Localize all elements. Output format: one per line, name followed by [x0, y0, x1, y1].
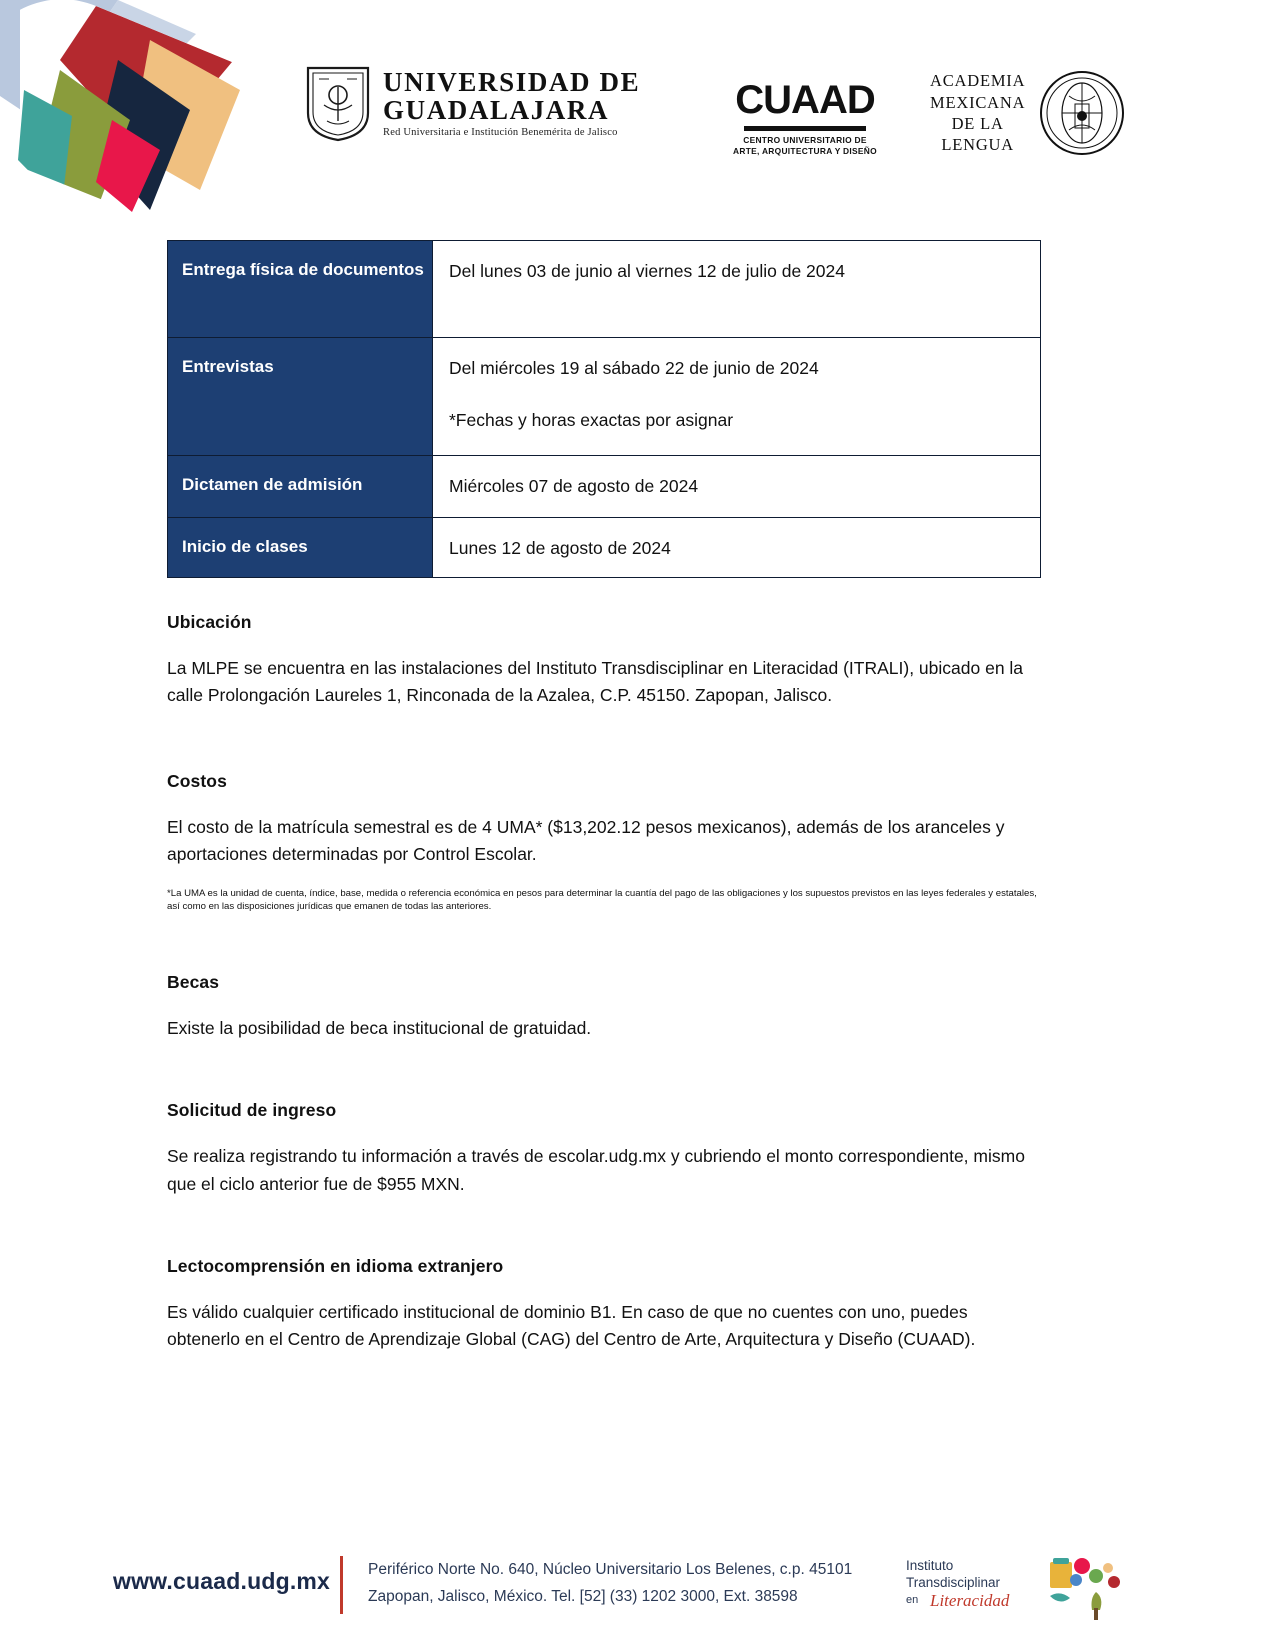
section-heading-ubicacion: Ubicación	[167, 612, 252, 632]
table-row	[168, 338, 1041, 456]
table-row	[168, 518, 1041, 578]
academia-line2: MEXICANA	[930, 92, 1026, 112]
spacer	[167, 1042, 1047, 1100]
page-footer	[0, 1540, 1275, 1650]
spacer	[167, 914, 1047, 972]
cuaad-divider-bar	[744, 126, 866, 131]
table-row-value-text: Lunes 12 de agosto de 2024	[449, 538, 671, 558]
section-heading-costos: Costos	[167, 771, 227, 792]
udg-line2: GUADALAJARA	[383, 94, 610, 125]
udg-line1: UNIVERSIDAD DE	[383, 67, 641, 98]
section-body-solicitud: Se realiza registrando tu información a través de escolar.udg.mx y cubriendo el monto correspondiente, mismo que el ciclo anterior fue de $955 MXN.	[167, 1146, 1025, 1194]
academia-line4: LENGUA	[941, 135, 1014, 155]
udg-tagline: Red Universitaria e Institución Benemérita de Jalisco	[383, 127, 618, 139]
section-ubicacion	[167, 612, 1047, 709]
cuaad-sub-line2: ARTE, ARQUITECTURA Y DISEÑO	[733, 146, 877, 157]
section-heading-solicitud: Solicitud de ingreso	[167, 1100, 337, 1121]
spacer	[167, 1198, 1047, 1256]
academia-seal-icon	[1039, 70, 1125, 156]
academia-mexicana-logo	[930, 70, 1125, 156]
section-footnote-uma: *La UMA es la unidad de cuenta, índice, base, medida o referencia económica en pesos para determinar la cuantía del pago de las obligaciones y los supuestos previstos en las leyes federales y estatales, así como en las disposiciones jurídicas que emanen de todas las anteriores.	[167, 887, 1037, 913]
udg-shield-icon	[305, 65, 371, 143]
footer-website-url[interactable]: www.cuaad.udg.mx	[113, 1568, 331, 1594]
footer-divider	[340, 1556, 343, 1614]
section-body-becas: Existe la posibilidad de beca institucional de gratuidad.	[167, 1018, 592, 1039]
section-heading-becas: Becas	[167, 972, 220, 993]
table-row-value-text: Miércoles 07 de agosto de 2024	[449, 476, 699, 496]
svg-text:Instituto: Instituto	[906, 1558, 954, 1573]
academia-line3: DE LA	[951, 114, 1004, 133]
section-costos	[167, 771, 1047, 914]
udg-logo	[305, 65, 640, 143]
cuaad-logo	[715, 78, 895, 158]
cuaad-wordmark: CUAAD	[735, 78, 875, 122]
table-row	[168, 456, 1041, 518]
table-row-value-text: Del miércoles 19 al sábado 22 de junio de 2024	[449, 358, 819, 378]
section-body-ubicacion: La MLPE se encuentra en las instalaciones del Instituto Transdisciplinar en Literacidad (ITRALI), ubicado en la calle Prolongación Laureles 1, Rinconada de la Azalea, C.P. 45150. Zapopan, Jalisco.	[167, 658, 1024, 706]
section-solicitud-de-ingreso	[167, 1100, 1047, 1197]
table-row-label: Entrevistas	[168, 338, 433, 456]
table-row-label: Dictamen de admisión	[168, 456, 433, 518]
table-row-value	[433, 241, 1041, 338]
table-row-value	[433, 338, 1041, 456]
admission-schedule-table	[167, 240, 1041, 578]
table-row-label: Entrega física de documentos	[168, 241, 433, 338]
footer-address-line1: Periférico Norte No. 640, Núcleo Universitario Los Belenes, c.p. 45101	[368, 1561, 853, 1578]
section-body-lectocomprension: Es válido cualquier certificado institucional de dominio B1. En caso de que no cuentes con uno, puedes obtenerlo en el Centro de Aprendizaje Global (CAG) del Centro de Arte, Arquitectura y Diseño (CUAAD).	[167, 1301, 976, 1349]
academia-line1: ACADEMIA	[930, 71, 1026, 91]
itrali-logo	[900, 1548, 1140, 1628]
svg-text:Literacidad: Literacidad	[930, 1591, 1010, 1610]
table-row-value-text: Del lunes 03 de junio al viernes 12 de julio de 2024	[449, 261, 845, 281]
table-row-value	[433, 518, 1041, 578]
footer-address-line2: Zapopan, Jalisco, México. Tel. [52] (33) 1202 3000, Ext. 38598	[368, 1588, 798, 1606]
footer-address	[368, 1556, 852, 1610]
section-becas	[167, 972, 1047, 1042]
section-body-costos: El costo de la matrícula semestral es de 4 UMA* ($13,202.12 pesos mexicanos), además de los aranceles y aportaciones determinadas por Control Escolar.	[167, 817, 1005, 865]
table-row-label: Inicio de clases	[168, 518, 433, 578]
svg-text:Transdisciplinar: Transdisciplinar	[906, 1575, 1001, 1590]
section-heading-lectocomprension: Lectocomprensión en idioma extranjero	[167, 1255, 504, 1276]
table-row-note: *Fechas y horas exactas por asignar	[449, 410, 734, 431]
table-row-value	[433, 456, 1041, 518]
svg-text:en: en	[906, 1594, 919, 1606]
table-row	[168, 241, 1041, 338]
document-body	[167, 612, 1047, 1353]
spacer	[167, 709, 1047, 771]
cuaad-sub-line1: CENTRO UNIVERSITARIO DE	[743, 135, 867, 145]
section-lectocomprension	[167, 1256, 1047, 1353]
header-logo-bar	[0, 40, 1275, 175]
